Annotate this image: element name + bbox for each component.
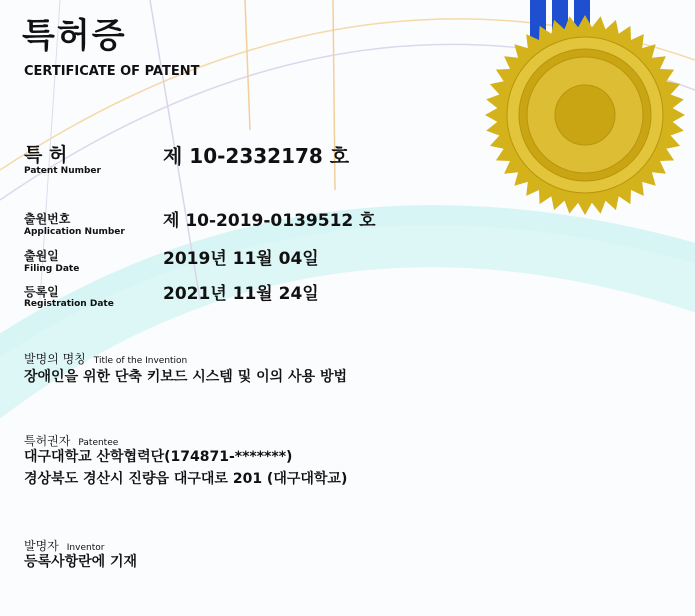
invention-title-label [24, 348, 187, 367]
registration-date-value: 2021년 11월 24일 [163, 284, 319, 304]
patentee-label-en: Patentee [78, 438, 119, 448]
invention-label-en: Title of the Invention [93, 356, 188, 366]
application-number-label: 출원번호 [24, 212, 71, 226]
application-number-value: 제 10-2019-0139512 호 [163, 211, 376, 231]
inventor-value: 등록사항란에 기재 [24, 554, 138, 570]
patent-number-value: 제 10-2332178 호 [163, 144, 350, 168]
application-number-label-en: Application Number [24, 227, 125, 237]
inventor-label-ko: 발명자 [24, 539, 59, 553]
patentee-name: 대구대학교 산학협력단(174871-*******) [24, 449, 293, 465]
gold-seal [485, 15, 685, 215]
filing-date-value: 2019년 11월 04일 [163, 249, 319, 269]
inventor-label-en: Inventor [66, 543, 105, 553]
filing-date-label: 출원일 [24, 249, 59, 263]
patent-number-label-en: Patent Number [24, 166, 101, 176]
patentee-label-ko: 특허권자 [24, 434, 71, 448]
certificate-subtitle: CERTIFICATE OF PATENT [24, 64, 200, 79]
filing-date-label-en: Filing Date [24, 264, 80, 274]
registration-date-label: 등록일 [24, 285, 59, 299]
registration-date-label-en: Registration Date [24, 299, 114, 309]
certificate-title: 특허증 [22, 16, 127, 56]
patentee-address: 경상북도 경산시 진량읍 대구대로 201 (대구대학교) [24, 471, 348, 487]
patent-number-label: 특 허 [24, 144, 68, 166]
invention-label-ko: 발명의 명칭 [24, 352, 86, 366]
invention-title-value: 장애인을 위한 단축 키보드 시스템 및 이의 사용 방법 [24, 369, 347, 385]
